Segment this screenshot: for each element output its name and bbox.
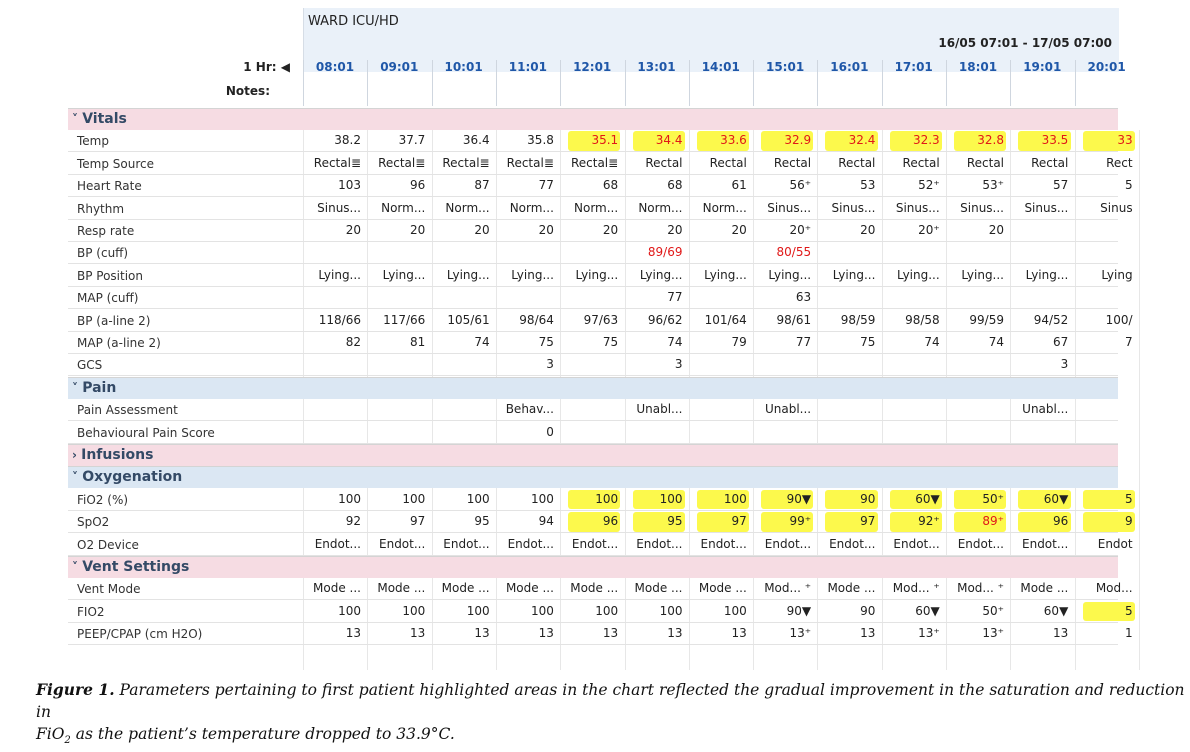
data-cell[interactable]: 100 [402,491,426,506]
row-fio2 [68,601,1133,623]
data-cell[interactable]: 20 [410,223,426,237]
data-cell[interactable]: Rectal≣ [378,155,426,170]
data-cell[interactable]: 57 [1053,178,1069,193]
data-cell[interactable]: Lying... [704,267,747,282]
data-cell[interactable]: Rectal≣ [442,155,490,170]
data-cell[interactable]: Mode ... [313,581,361,596]
row-label: Resp rate [77,224,135,238]
row-vent-mode [68,578,1133,600]
data-cell[interactable]: 100 [402,603,426,618]
data-cell[interactable]: Rectal [966,155,1004,170]
data-cell[interactable]: 94 [538,514,554,529]
section-label [72,469,182,485]
data-cell[interactable]: Norm... [702,200,747,215]
row-label: Temp Source [77,156,155,171]
caption-fio: FiO [36,725,65,743]
data-cell[interactable]: 20 [988,223,1004,237]
time-column-header[interactable]: 09:01 [380,60,419,74]
data-cell[interactable]: 87 [474,178,490,193]
interval-label: 1 Hr: [243,60,277,74]
data-cell[interactable]: 79 [731,335,747,349]
data-cell[interactable]: 96/62 [647,312,683,327]
data-cell[interactable]: Mode ... [1020,581,1069,596]
data-cell[interactable]: 38.2 [334,133,361,148]
chevron-right-icon[interactable]: › [72,448,82,462]
data-cell[interactable]: 32.4 [848,133,876,148]
time-column-header[interactable]: 14:01 [701,60,740,74]
data-cell[interactable]: 3 [674,357,683,372]
data-cell[interactable]: 92⁺ [918,514,940,529]
chevron-down-icon[interactable]: ˅ [72,112,83,126]
time-column-header[interactable]: 18:01 [958,60,998,74]
data-cell[interactable]: Norm... [445,200,490,215]
data-cell[interactable]: Sinus... [831,200,876,215]
data-cell[interactable]: Mode ... [698,581,747,596]
data-cell[interactable]: 98/61 [776,312,812,327]
section-oxygenation[interactable] [68,466,1118,488]
data-cell[interactable]: 100 [338,491,361,506]
data-cell[interactable]: Endot... [764,536,812,551]
data-cell[interactable]: Endot... [379,536,426,551]
data-cell[interactable]: 20 [345,223,361,237]
data-cell[interactable]: 100 [530,491,554,506]
data-cell[interactable]: 75 [860,335,876,349]
flowsheet-chart [68,0,1133,670]
data-cell[interactable]: Mode ... [827,581,876,596]
data-cell[interactable]: Lying... [575,267,619,282]
chevron-down-icon[interactable]: ˅ [72,380,83,395]
data-cell[interactable]: 13 [860,626,876,641]
time-column-header[interactable]: 10:01 [444,60,483,74]
data-cell[interactable]: 3 [546,357,554,372]
data-cell[interactable]: Rectal≣ [570,155,619,170]
data-cell[interactable]: 13 [1053,626,1069,641]
data-cell[interactable]: 77 [667,290,683,305]
column-divider [1139,130,1140,670]
row-peep-cpap-cm-h2o [68,623,1133,645]
time-column-header[interactable]: 15:01 [765,60,805,74]
data-cell[interactable]: 53 [860,178,876,193]
data-cell[interactable]: 101/64 [704,312,747,327]
data-cell[interactable]: 1 [1124,626,1133,641]
data-cell[interactable]: Mode ... [441,581,490,596]
data-cell[interactable]: 9 [1124,514,1133,529]
data-cell[interactable]: 89/69 [647,245,683,260]
section-title: Vitals [82,111,127,127]
data-cell[interactable]: Norm... [638,200,683,215]
data-cell[interactable]: Lying [1101,267,1133,282]
data-cell[interactable]: 97 [731,514,747,529]
data-cell[interactable]: 35.1 [591,133,619,148]
data-cell[interactable]: 13⁺ [789,626,812,641]
row-fio2 [68,489,1133,511]
data-cell[interactable]: 74 [988,335,1004,349]
data-cell[interactable]: Endot... [571,536,619,551]
data-cell[interactable]: 100 [466,491,490,506]
chevron-down-icon[interactable]: ˅ [72,470,83,485]
data-cell[interactable]: 99⁺ [789,514,812,529]
left-triangle-icon[interactable]: ◀ [280,60,290,74]
data-cell[interactable]: 33.6 [720,133,747,148]
data-cell[interactable]: 60▼ [915,603,940,618]
data-cell[interactable]: Lying... [832,267,876,282]
time-column-header[interactable]: 17:01 [894,60,933,74]
data-cell[interactable]: Unabl... [1022,402,1069,417]
data-cell[interactable]: 117/66 [383,312,426,327]
data-cell[interactable]: 60▼ [1043,491,1069,506]
data-cell[interactable]: Rectal [902,155,940,170]
data-cell[interactable]: Lying... [897,267,940,282]
data-cell[interactable]: 100 [530,603,554,618]
section-label [72,559,189,575]
data-cell[interactable]: Lying... [446,267,490,282]
data-cell[interactable]: Lying... [961,267,1004,282]
data-cell[interactable]: Mod... ⁺ [764,581,812,596]
row-gcs [68,354,1118,376]
data-cell[interactable]: 61 [731,178,747,193]
data-cell[interactable]: Endot... [443,536,490,551]
section-infusions[interactable] [68,444,1118,466]
data-cell[interactable]: 100 [595,603,619,618]
data-cell[interactable]: 56⁺ [789,178,812,193]
section-title: Pain [82,379,117,396]
data-cell[interactable]: 20 [538,223,554,237]
row-label: O2 Device [77,537,139,552]
data-cell[interactable]: Lying... [511,267,554,282]
section-label [72,380,116,396]
caption-line-2 [36,723,1186,752]
row-label: Behavioural Pain Score [77,425,215,440]
row-label: BP (cuff) [77,246,129,261]
row-pain-assessment [68,399,1118,421]
row-behavioural-pain-score [68,422,1118,444]
time-column-header[interactable]: 16:01 [830,60,869,74]
data-cell[interactable]: Sinus... [895,200,940,215]
row-bp-a-line-2 [68,310,1133,332]
data-cell[interactable]: Behav... [505,402,554,417]
data-cell[interactable]: Endot... [700,536,747,551]
caption-text-2: as the patient’s temperature dropped to 33.9°C. [70,725,455,743]
data-cell[interactable]: 96 [1053,514,1069,529]
row-label: Heart Rate [77,179,142,194]
data-cell[interactable]: Mod... ⁺ [892,581,940,596]
data-cell[interactable]: 20 [860,223,876,237]
data-cell[interactable]: 100 [659,491,683,506]
row-label: MAP (a-line 2) [77,336,161,350]
data-cell[interactable]: Sinus... [1024,200,1069,215]
row-heart-rate [68,175,1133,197]
data-cell[interactable]: Sinus... [960,200,1004,215]
data-cell[interactable]: Endot... [893,536,940,551]
data-cell[interactable]: Endot [1097,536,1133,551]
data-cell[interactable]: 77 [538,178,554,193]
data-cell[interactable]: 100 [723,603,747,618]
data-cell[interactable]: 13 [410,626,426,641]
data-cell[interactable]: 20⁺ [789,223,812,237]
data-cell[interactable]: Rectal [645,155,683,170]
row-map-a-line-2 [68,332,1133,354]
data-cell[interactable]: Endot... [957,536,1004,551]
row-label: BP Position [77,268,144,283]
caption-text-1: Parameters pertaining to first patient highlighted areas in the chart reflected the gradual improvement in the saturation and reduction in [36,681,1185,721]
row-label: Pain Assessment [77,403,178,418]
data-cell[interactable]: 35.8 [527,133,554,148]
data-cell[interactable]: 33 [1117,133,1133,148]
data-cell[interactable]: 98/58 [905,312,940,327]
data-cell[interactable]: 20 [731,223,747,237]
data-cell[interactable]: 37.7 [398,133,426,148]
data-cell[interactable]: Lying... [768,267,812,282]
data-cell[interactable]: 20⁺ [918,223,940,237]
row-resp-rate [68,220,1118,242]
data-cell[interactable]: 5 [1124,178,1133,193]
section-label [72,111,127,127]
row-temp [68,130,1133,152]
data-cell[interactable]: Rectal≣ [506,155,554,170]
data-cell[interactable]: Rectal≣ [313,155,361,170]
data-cell[interactable]: 13 [474,626,490,641]
row-label: BP (a-line 2) [77,313,151,328]
section-vitals[interactable] [68,108,1118,130]
interval-selector[interactable] [218,60,290,74]
data-cell[interactable]: 97 [410,514,426,529]
data-cell[interactable]: 68 [667,178,683,193]
data-cell[interactable]: Endot... [507,536,554,551]
data-cell[interactable]: 118/66 [318,312,361,327]
data-cell[interactable]: 94/52 [1033,312,1069,327]
data-cell[interactable]: 75 [602,335,619,349]
data-cell[interactable]: 96 [410,178,426,193]
data-cell[interactable]: 100 [723,491,747,506]
caption-line-1 [36,679,1186,723]
data-cell[interactable]: 36.4 [462,133,490,148]
caption-sub: 2 [64,735,71,747]
figure-caption [36,679,1186,752]
data-cell[interactable]: Norm... [509,200,554,215]
data-cell[interactable]: Sinus [1100,200,1133,215]
data-cell[interactable]: 98/64 [519,312,554,327]
data-cell[interactable]: 80/55 [776,245,812,260]
data-cell[interactable]: Mode ... [505,581,554,596]
data-cell[interactable]: Sinus... [317,200,361,215]
data-cell[interactable]: 33.5 [1041,133,1069,148]
data-cell[interactable]: 82 [345,335,361,349]
data-cell[interactable]: 60▼ [1043,603,1069,618]
row-label: FiO2 (%) [77,492,129,507]
row-label: SpO2 [77,515,110,530]
data-cell[interactable]: 53⁺ [982,178,1004,193]
data-cell[interactable]: Rectal [1031,155,1069,170]
data-cell[interactable]: 13 [667,626,683,641]
data-cell[interactable]: 75 [538,335,554,349]
data-cell[interactable]: Endot... [314,536,361,551]
section-vent-settings[interactable] [68,556,1118,578]
data-cell[interactable]: Endot... [829,536,876,551]
section-title: Infusions [81,447,154,463]
data-cell[interactable]: 99/59 [969,312,1004,327]
data-cell[interactable]: 67 [1053,335,1069,349]
ward-title: WARD ICU/HD [308,14,399,29]
data-cell[interactable]: Mode ... [570,581,619,596]
data-cell[interactable]: 89⁺ [982,514,1004,529]
notes-label: Notes: [225,84,270,98]
data-cell[interactable]: Norm... [574,200,619,215]
row-label: Rhythm [77,201,125,216]
data-cell[interactable]: 100/ [1105,312,1133,327]
data-cell[interactable]: 90▼ [786,603,812,618]
data-cell[interactable]: 0 [546,424,554,439]
data-cell[interactable]: 98/59 [840,312,876,327]
data-cell[interactable]: 60▼ [915,491,940,506]
data-cell[interactable]: 90▼ [786,491,812,506]
data-cell[interactable]: Mode ... [377,581,426,596]
time-column-header[interactable]: 19:01 [1023,60,1062,74]
time-column-header[interactable]: 20:01 [1087,60,1126,74]
data-cell[interactable]: 100 [595,491,619,506]
time-column-header[interactable]: 08:01 [315,60,355,74]
row-label: MAP (cuff) [77,291,139,306]
data-cell[interactable]: 100 [338,603,361,618]
section-label [72,447,153,463]
data-cell[interactable]: 74 [667,335,683,349]
row-label: Vent Mode [77,582,141,597]
data-cell[interactable]: 32.3 [912,133,940,148]
data-cell[interactable]: 105/61 [447,312,490,327]
data-cell[interactable]: 13 [538,626,554,641]
time-column-header[interactable]: 12:01 [573,60,612,74]
data-cell[interactable]: Endot... [1022,536,1069,551]
data-cell[interactable]: 96 [602,514,619,529]
row-label: FIO2 [77,604,105,619]
data-cell[interactable]: 74 [924,335,940,349]
section-pain[interactable] [68,377,1118,399]
row-spo2 [68,511,1133,533]
data-cell[interactable]: 13 [345,626,361,641]
data-cell[interactable]: 92 [345,514,361,529]
date-range: 16/05 07:01 - 17/05 07:00 [938,36,1112,50]
data-cell[interactable]: 74 [474,335,490,349]
data-cell[interactable]: Endot... [636,536,683,551]
chevron-down-icon[interactable]: ˅ [72,560,83,574]
data-cell[interactable]: 50⁺ [982,603,1004,618]
data-cell[interactable]: Rect [1106,155,1133,170]
data-cell[interactable]: Sinus... [767,200,812,215]
data-cell[interactable]: 20 [667,223,683,237]
data-cell[interactable]: Rectal [773,155,812,170]
data-cell[interactable]: Lying... [318,267,361,282]
data-cell[interactable]: Mod... [1095,581,1133,596]
section-title: Oxygenation [82,469,183,486]
data-cell[interactable]: 3 [1060,357,1069,372]
data-cell[interactable]: Lying... [382,267,426,282]
figure-label: Figure 1. [36,680,115,699]
data-cell[interactable]: Mode ... [634,581,683,596]
row-temp-source [68,153,1133,175]
data-cell[interactable]: Lying... [639,267,683,282]
data-cell[interactable]: 13⁺ [982,626,1004,641]
data-cell[interactable]: 13 [602,626,619,641]
data-cell[interactable]: 100 [466,603,490,618]
data-cell[interactable]: Mod... ⁺ [957,581,1004,596]
data-cell[interactable]: 52⁺ [918,178,940,193]
data-cell[interactable]: 32.8 [977,133,1004,148]
data-cell[interactable]: Unabl... [764,402,812,417]
data-cell[interactable]: 100 [659,603,683,618]
row-map-cuff [68,287,1118,309]
time-column-header[interactable]: 13:01 [637,60,676,74]
data-cell[interactable]: 95 [667,514,683,529]
data-cell[interactable]: Unabl... [636,402,683,417]
data-cell[interactable]: 20 [474,223,490,237]
section-title: Vent Settings [82,559,190,575]
data-cell[interactable]: 97/63 [583,312,619,327]
data-cell[interactable]: 34.4 [655,133,683,148]
data-cell[interactable]: 90 [860,491,876,506]
data-cell[interactable]: 13⁺ [918,626,940,641]
row-bp-position [68,265,1133,287]
data-cell[interactable]: Rectal [709,155,747,170]
data-cell[interactable]: 97 [860,514,876,529]
time-column-header[interactable]: 11:01 [508,60,547,74]
data-cell[interactable]: Lying... [1025,267,1069,282]
data-cell[interactable]: 63 [795,290,812,305]
data-cell[interactable]: 5 [1124,603,1133,618]
row-bp-cuff [68,242,1118,264]
data-cell[interactable]: 103 [338,178,361,193]
row-o2-device [68,534,1133,556]
data-cell[interactable]: 77 [795,335,812,349]
data-cell[interactable]: 32.9 [784,133,812,148]
data-cell[interactable]: 20 [602,223,619,237]
data-cell[interactable]: 7 [1124,335,1133,349]
data-cell[interactable]: Norm... [381,200,426,215]
data-cell[interactable]: 13 [731,626,747,641]
row-label: PEEP/CPAP (cm H2O) [77,627,203,642]
row-label: Temp [77,134,109,149]
data-cell[interactable]: 90 [860,603,876,618]
data-cell[interactable]: Rectal [838,155,876,170]
row-label: GCS [77,358,103,373]
data-cell[interactable]: 95 [474,514,490,529]
row-rhythm [68,198,1133,220]
data-cell[interactable]: 50⁺ [982,491,1004,506]
data-cell[interactable]: 5 [1124,491,1133,506]
data-cell[interactable]: 81 [410,335,426,349]
data-cell[interactable]: 68 [602,178,619,193]
